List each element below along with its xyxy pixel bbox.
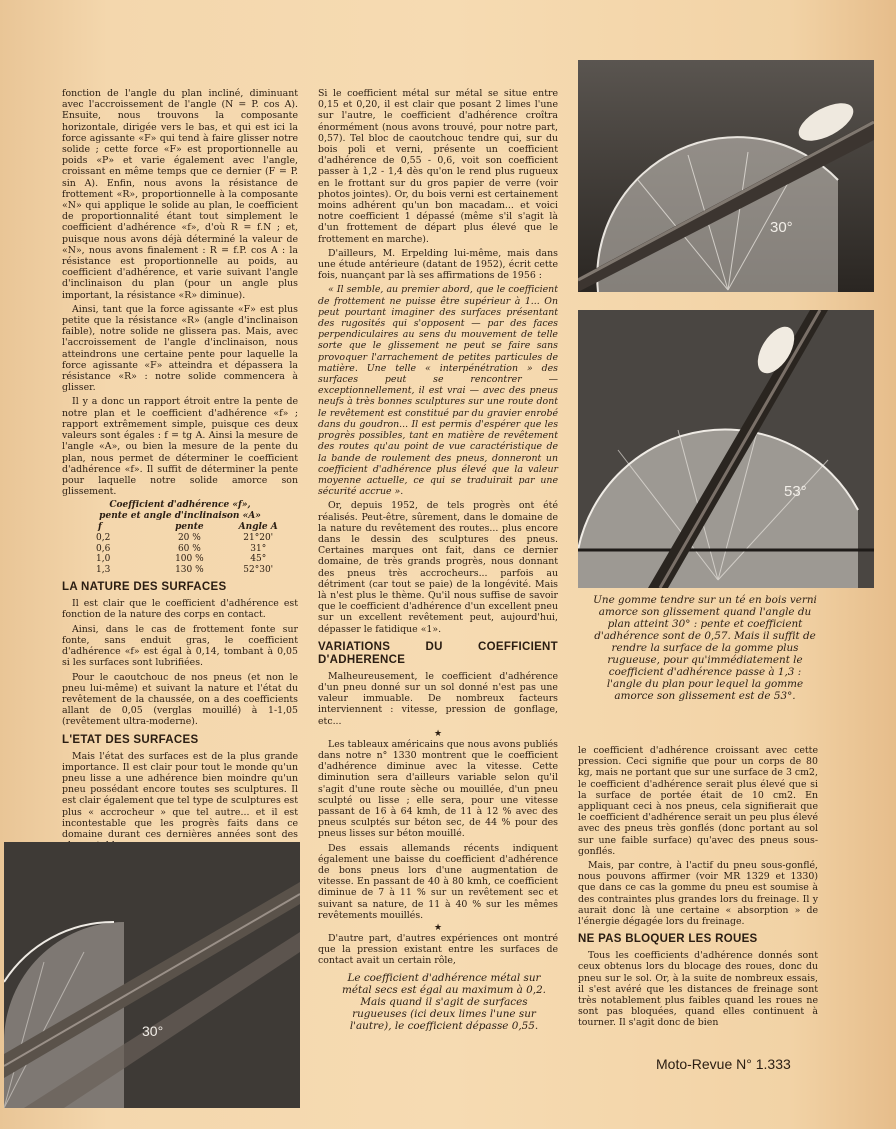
table-row (62, 533, 298, 544)
quote-paragraph: « Il semble, au premier abord, que le coefficient de frottement ne puisse être supérieur à 1... On peut pourtant imaginer des surfaces présentant des rugosités qui s'opposent — par des faces perpendiculaires au sens du mouvement de telle sorte que le glissement ne peut se faire sans provoquer l'arrachement de petites particules de matière. Une telle « interpénétration » des surfaces peut se rencontrer — exceptionnellement, il est vrai — avec des pneus neufs à très bonnes sculptures sur une route dont le revêtement est constitué par du gravier enrobé dans du goudron... Il est permis d'espérer que les progrès possibles, tant en matière de revêtement des routes qu'au point de vue caractéristique de la bande de roulement des pneus, donneront un coefficient d'adhérence plus élevé que la valeur moyenne actuelle, ce qui se traduirait par une sécurité accrue ». (318, 284, 558, 498)
angle-label: 30° (770, 219, 793, 236)
table-cell: 1,0 (96, 554, 111, 565)
photo-protractor-30 (578, 60, 874, 292)
paragraph: Pour le caoutchouc de nos pneus (et non le pneu lui-même) et suivant la nature et l'état du revêtement de la chaussée, on a des coefficients allant de 0,05 (verglas mouillé) à 1-1,05 (revêtement ultra-moderne). (62, 671, 298, 728)
photo-caption: Une gomme tendre sur un té en bois verni amorce son glissement quand l'angle du plan atteint 30° : pente et coefficient d'adhérence sont de 0,57. Mais il suffit de rendre la surface de la gomme plus rugueuse, pour qu'immédiatement le coefficient d'adhérence passe à 1,3 : l'angle du plan pour lequel la gomme amorce son glissement est de 53°. (593, 594, 817, 702)
table-caption: pente et angle d'inclinaison «A» (99, 511, 261, 522)
section-heading: LA NATURE DES SURFACES (62, 581, 227, 594)
table-cell: 0,2 (96, 532, 111, 543)
column-3 (578, 745, 818, 1032)
paragraph: Malheureusement, le coefficient d'adhérence d'un pneu donné sur un sol donné n'est pas une valeur immuable. De nombreux facteurs interviennent : vitesse, pression de gonflage, etc... (318, 670, 558, 727)
column-1 (62, 88, 298, 854)
table-cell: 130 % (175, 564, 204, 575)
table-cell: 52°30' (243, 564, 274, 575)
table-header: f (98, 522, 102, 533)
photo-limes-30 (4, 842, 300, 1108)
table-cell: 60 % (177, 543, 201, 554)
photo-protractor-53 (578, 310, 874, 588)
paragraph: D'ailleurs, M. Erpelding lui-même, mais dans une étude antérieure (datant de 1952), écrit cette fois, nuançant par là ses affirmations de 1956 : (318, 247, 558, 282)
table-cell: 45° (250, 554, 267, 565)
paragraph: Mais, par contre, à l'actif du pneu sous-gonflé, nous pouvons affirmer (voir MR 1329 et 1330) que dans ce cas la gomme du pneu est soumise à des contraintes plus grandes lors du freinage. Il y aurait donc là une certaine « absorption » de l'énergie dégagée lors du freinage. (578, 860, 818, 928)
table-row (62, 544, 298, 555)
table-header-row (62, 522, 298, 533)
table-cell: 21°20' (243, 532, 274, 543)
paragraph: Des essais allemands récents indiquent également une baisse du coefficient d'adhérence de bons pneus lors d'une augmentation de vitesse. En passant de 40 à 80 kmh, ce coefficient diminue de 7 à 11 % sur un revêtement sec et suivant sa nature, de 11 à 40 % sur les mêmes revêtements mouillés. (318, 842, 558, 921)
table-header: pente (175, 522, 204, 533)
paragraph: Si le coefficient métal sur métal se situe entre 0,15 et 0,20, il est clair que posant 2 limes l'une sur l'autre, le coefficient d'adhérence croîtra énormément (nous avons trouvé, pour notre part, 0,57). Tel bloc de caoutchouc tendre qui, sur du bois poli et verni, présente un coefficient d'adhérence de 0,55 - 0,6, voit son coefficient passer à 1,2 - 1,4 dès qu'on le rend plus rugueux en le frottant sur du gros papier de verre (voir photos jointes). Or, du bois verni est certainement moins adhérent qu'un bon macadam... et voici notre coefficient 1 dépassé (même s'il s'agit là d'un frottement de départ plus élevé que le frottement en marche). (318, 88, 558, 245)
star-separator: ★ (433, 923, 443, 934)
section-heading: NE PAS BLOQUER LES ROUES (578, 933, 758, 946)
section-heading: L'ETAT DES SURFACES (62, 733, 199, 746)
table-cell: 0,6 (96, 543, 111, 554)
paragraph: le coefficient d'adhérence croissant avec cette pression. Ceci signifie que pour un corps de 80 kg, mais ne portant que sur une surface de 3 cm2, le coefficient d'adhérence serait plus élevé que si la surface de portée était de 10 cm2. En appliquant ceci à nos pneus, cela signifierait que le coefficient d'adhérence serait un peu plus élevé avec des pneus très gonflés (donc portant au sol sur une faible surface) qu'avec des pneus sous-gonflés. (578, 745, 818, 857)
paragraph: Il y a donc un rapport étroit entre la pente de notre plan et le coefficient d'adhérence «f» ; rapport extrêmement simple, puisque ces deux valeurs sont égales : f = tg A. Ainsi la mesure de l'angle «A», ou bien la mesure de la pente du plan, nous permet de déterminer le coefficient d'adhérence «f». Il suffit de déterminer la pente pour laquelle notre solide amorce son glissement. (62, 396, 298, 498)
table-row (62, 565, 298, 576)
adherence-table (62, 500, 298, 575)
page-footer: Moto-Revue N° 1.333 (656, 1056, 791, 1072)
paragraph: Il est clair que le coefficient d'adhérence est fonction de la nature des corps en contact. (62, 598, 298, 621)
paragraph: D'autre part, d'autres expériences ont montré que la pression existant entre les surfaces de contact avait un certain rôle, (318, 933, 558, 967)
paragraph: Or, depuis 1952, de tels progrès ont été réalisés. Peut-être, sûrement, dans le domaine de la nature du revêtement des routes... plus encore dans le dessin des sculptures des pneus. Certaines marques ont fait, dans ce dernier domaine, de très grands progrès, nous donnant des pneus très accrocheurs... parfois au détriment (car tout se paie) de la longévité. Mais là n'est plus le thème. Qu'il nous suffise de savoir que le coefficient d'adhérence d'un excellent pneu sur un excellent revêtement peut, aujourd'hui, dépasser le fatidique «1». (318, 500, 558, 635)
paragraph: fonction de l'angle du plan incliné, diminuant avec l'accroissement de l'angle (N = P. cos A). Ensuite, nous trouvons la composante horizontale, dirigée vers le bas, et qui est ici la force agissante «F» qui tend à faire glisser notre solide ; cette force «F» est proportionnelle au poids «P» et varie également avec l'angle, croissant en même temps que ce dernier (F = P. sin A). Enfin, nous avons la résistance de frottement «R», proportionnelle à la composante «N» qui applique le solide au plan, le coefficient de proportionnalité étant tout simplement le coefficient d'adhérence «f», d'où R = f.N ; et, puisque nous avons déjà déterminé la valeur de «N», nous avons finalement : R = f.P. cos A : la résistance est proportionnelle au poids, au coefficient d'adhérence, et varie suivant l'angle d'inclinaison du plan (pour un angle plus important, la résistance «R» diminue). (62, 88, 298, 301)
angle-label: 30° (142, 1023, 164, 1039)
table-cell: 100 % (175, 554, 204, 565)
star-separator: ★ (433, 728, 443, 739)
table-cell: 1,3 (96, 564, 111, 575)
paragraph: Mais l'état des surfaces est de la plus grande importance. Il est clair pour tout le monde qu'un pneu lisse a une adhérence bien moindre qu'un pneu possédant encore toutes ses sculptures. Il est clair également que tel type de sculptures est plus « accrocheur » que tel autre... et il est incontestable que les progrès faits dans ce domaine durant ces dernières années sont des (62, 750, 298, 840)
table-caption: Coefficient d'adhérence «f», (109, 500, 251, 511)
section-heading: VARIATIONS DU COEFFICIENT D'ADHERENCE (318, 640, 558, 666)
photo-caption: Le coefficient d'adhérence métal sur métal secs est égal au maximum à 0,2. Mais quand il s'agit de surfaces rugueuses (ici deux limes l'une sur l'autre), le coefficient dépasse 0,55. (342, 972, 546, 1032)
paragraph: Tous les coefficients d'adhérence donnés sont ceux obtenus lors du blocage des roues, donc du pneu sur le sol. Or, à la suite de nombreux essais, il s'est avéré que les distances de freinage sont très notablement plus faibles quand les roues ne sont pas bloquées, quand elles continuent à tourner. Il s'agit donc de bien (578, 950, 818, 1029)
table-cell: 31° (250, 543, 267, 554)
angle-label: 53° (784, 483, 807, 500)
paragraph: Ainsi, dans le cas de frottement fonte sur fonte, sans enduit gras, le coefficient d'adhérence «f» est égal à 0,14, tombant à 0,05 si les surfaces sont lubrifiées. (62, 623, 298, 669)
table-row (62, 554, 298, 565)
column-2 (318, 88, 558, 970)
table-cell: 20 % (177, 532, 201, 543)
table-header: Angle A (238, 522, 278, 533)
paragraph: Les tableaux américains que nous avons publiés dans notre n° 1330 montrent que le coefficient d'adhérence diminue avec la vitesse. Cette diminution sera d'ailleurs variable selon qu'il s'agit d'une route sèche ou mouillée, d'un pneu sculpté ou lisse ; elle sera, pour une vitesse passant de 16 à 64 kmh, de 11 à 12 % avec des pneus sculptés sur béton sec, de 44 % pour des pneus lisses sur béton mouillé. (318, 738, 558, 840)
paragraph: Ainsi, tant que la force agissante «F» est plus petite que la résistance «R» (angle d'inclinaison faible), notre solide ne glissera pas. Mais, avec l'accroissement de l'angle d'inclinaison, nous atteindrons une certaine pente pour laquelle la force agissante «F» atteindra et dépassera la résistance «R» : notre solide commencera à glisser. (62, 303, 298, 394)
